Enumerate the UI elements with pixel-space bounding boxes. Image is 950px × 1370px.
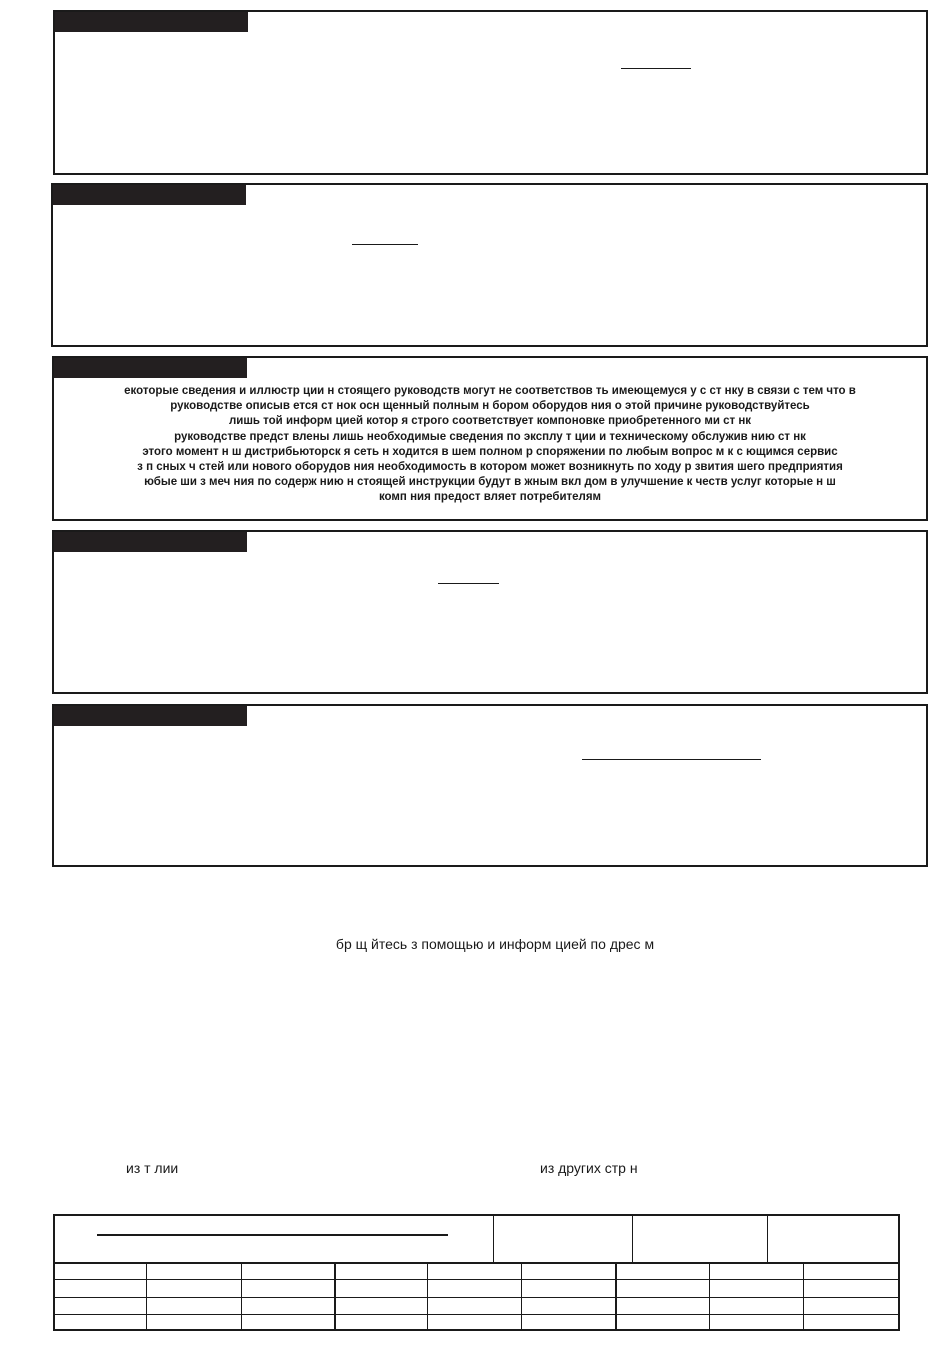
grid-line <box>146 1263 147 1329</box>
grid-line <box>615 1263 617 1329</box>
grid-line <box>55 1314 898 1315</box>
form-box-1 <box>53 10 928 175</box>
notice-text <box>54 384 926 506</box>
box-header-tab <box>53 185 246 205</box>
notice-box <box>52 356 928 521</box>
form-box-4 <box>52 530 928 694</box>
region-label-italy: из т лии <box>126 1160 179 1176</box>
box-header-tab <box>55 12 248 32</box>
grid-line <box>521 1263 522 1329</box>
grid-line <box>427 1263 428 1329</box>
underline-blank <box>621 68 691 69</box>
notice-line: руководстве предст влены лишь необходимые сведения по эксплу т ции и техническому обслужив нию ст нк <box>174 430 806 443</box>
notice-line: лишь той информ цией котор я строго соответствует компоновке приобретенного ми ст нк <box>228 415 752 428</box>
grid-line <box>55 1279 898 1280</box>
grid-line <box>803 1263 804 1329</box>
grid-line <box>493 1216 494 1262</box>
notice-line: екоторые сведения и иллюстр ции н стоящего руководств могут не соответствов ть имеющемуся у с ст нку в связи с тем что в <box>124 385 856 397</box>
underline-blank <box>582 759 761 760</box>
notice-line: этого момент н ш дистрибьюторск я сеть н ходится в шем полном р споряжении по любым вопрос м к с ющимся сервис <box>142 445 838 458</box>
form-grid-table <box>53 1214 900 1331</box>
form-box-5 <box>52 704 928 867</box>
form-box-2 <box>51 183 928 347</box>
underline-blank <box>352 244 418 245</box>
notice-line: з п сных ч стей или нового оборудов ния необходимость в котором может возникнуть по ходу р звития шего предприятия <box>137 461 843 474</box>
grid-line <box>767 1216 768 1262</box>
box-header-tab <box>54 532 247 552</box>
notice-line: комп ния предост вляет потребителям <box>378 491 602 504</box>
grid-line <box>632 1216 633 1262</box>
grid-line <box>709 1263 710 1329</box>
contact-text: бр щ йтесь з помощью и информ цией по дрес м <box>335 936 655 952</box>
box-header-tab <box>54 358 247 378</box>
region-label-other: из других стр н <box>540 1160 638 1176</box>
signature-line <box>97 1234 448 1236</box>
grid-line <box>55 1262 898 1264</box>
grid-line <box>241 1263 242 1329</box>
underline-blank <box>438 583 499 584</box>
grid-line <box>55 1297 898 1298</box>
grid-line <box>334 1263 336 1329</box>
notice-line: юбые ши з меч ния по содерж нию н стоящей инструкции будут в жным вкл дом в улучшение к честв услуг которые н ш <box>144 476 836 489</box>
box-header-tab <box>54 706 247 726</box>
notice-line: руководстве описыв ется ст нок осн щенный полным н бором оборудов ния о этой причине руководствуйтесь <box>170 400 810 413</box>
